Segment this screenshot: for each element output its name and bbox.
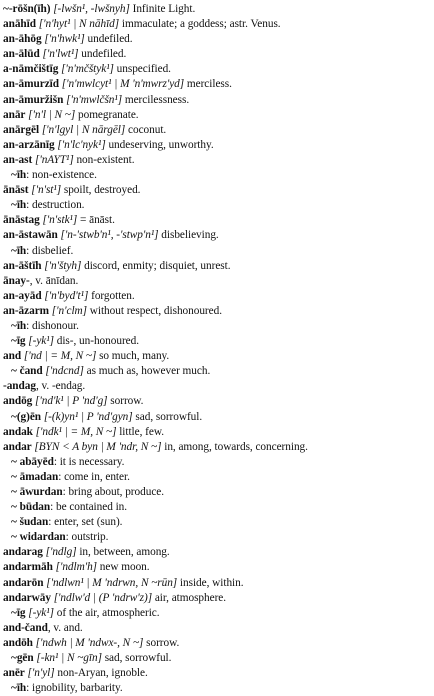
entry-definition: undefiled. — [78, 48, 127, 61]
dictionary-entry — [3, 576, 432, 591]
entry-headword: an-ayād — [3, 289, 42, 302]
subentry — [3, 606, 432, 621]
entry-headword: an-āštīh — [3, 259, 42, 272]
dictionary-entry — [3, 32, 432, 47]
entry-headword: anār — [3, 108, 26, 121]
subentry — [3, 334, 432, 349]
entry-headword: anēr — [3, 667, 25, 680]
entry-headword: andōg — [3, 395, 33, 408]
entry-definition: : it is necessary. — [53, 455, 125, 468]
dictionary-entry — [3, 289, 432, 304]
entry-transcription: ['ndlm'h] — [52, 561, 98, 574]
dictionary-entry — [3, 621, 432, 636]
entry-definition: sorrow. — [143, 636, 180, 649]
entry-transcription: ['ndlw'd | (P 'ndrw'z)] — [50, 591, 153, 604]
entry-definition: sad, sorrowful. — [101, 652, 172, 665]
entry-headword: an-āmuržišn — [3, 93, 64, 106]
entry-headword: andak — [3, 425, 33, 438]
entry-headword: ~īh — [11, 682, 27, 695]
dictionary-entry — [3, 17, 432, 32]
entry-definition: undeserving, unworthy. — [105, 138, 214, 151]
subentry — [3, 168, 432, 183]
entry-transcription: ['n'hwk¹] — [41, 33, 85, 46]
subentry — [3, 364, 432, 379]
entry-transcription: [-yk¹] — [25, 335, 54, 348]
entry-definition: non-Aryan, ignoble. — [54, 667, 148, 680]
entry-definition: little, few. — [116, 425, 164, 438]
entry-transcription: ['n'mwlcyt¹ | M 'n'mwrz'yd] — [59, 78, 185, 91]
entry-transcription: ['n'hyt¹ | N nāhīd] — [35, 18, 120, 31]
subentry — [3, 485, 432, 500]
dictionary-entry — [3, 47, 432, 62]
dictionary-entry — [3, 666, 432, 681]
dictionary-entry — [3, 274, 432, 289]
dictionary-entry — [3, 349, 432, 364]
entry-headword: ~ būdan — [11, 501, 51, 514]
entry-definition: disbelieving. — [158, 229, 219, 242]
dictionary-entry — [3, 2, 432, 17]
entry-definition: without respect, dishonoured. — [87, 304, 222, 317]
dictionary-entry — [3, 183, 432, 198]
entry-headword: ~ čand — [11, 365, 43, 378]
subentry — [3, 515, 432, 530]
entry-headword: ~īh — [11, 244, 27, 257]
entry-headword: anārgēl — [3, 123, 40, 136]
entry-transcription: ['ndlwn¹ | M 'ndrwn, N ~rūn] — [43, 576, 178, 589]
entry-headword: ~ abāyēd — [11, 455, 54, 468]
entry-headword: andarōn — [3, 576, 44, 589]
entry-headword: ānay- — [3, 274, 30, 287]
entry-transcription: ['n'lgyl | N nārgēl] — [39, 123, 126, 136]
entry-headword: ~ āmadan — [11, 470, 59, 483]
entry-transcription: ['n'l | N ~] — [25, 108, 76, 121]
dictionary-entry — [3, 93, 432, 108]
entry-transcription: [-kn¹ | N ~gīn] — [33, 652, 102, 665]
entry-headword: a-nāmčištīg — [3, 63, 59, 76]
dictionary-entry — [3, 77, 432, 92]
entry-definition: : ignobility, barbarity. — [26, 682, 123, 695]
entry-definition: merciless. — [184, 78, 232, 91]
entry-headword: andarwāy — [3, 591, 51, 604]
entry-transcription: [-yk¹] — [25, 606, 54, 619]
entry-definition: : non-existence. — [26, 169, 97, 182]
dictionary-entry — [3, 379, 432, 394]
entry-definition: : enter, set (sun). — [48, 516, 123, 529]
entry-headword: ~-rōšn(īh) — [3, 3, 51, 15]
subentry — [3, 500, 432, 515]
entry-transcription: ['n'štyh] — [41, 259, 82, 272]
subentry — [3, 244, 432, 259]
entry-transcription: ['nd'k¹ | P 'nd'g] — [32, 395, 108, 408]
entry-headword: an-arzānīg — [3, 138, 55, 151]
entry-definition: new moon. — [97, 561, 150, 574]
entry-headword: ānāstag — [3, 214, 40, 227]
entry-headword: an-āzarm — [3, 304, 50, 317]
entry-headword: ~ āwurdan — [11, 486, 63, 498]
entry-definition: Infinite Light. — [129, 3, 196, 15]
entry-headword: ~īh — [11, 199, 27, 212]
entry-headword: and — [3, 350, 22, 363]
entry-definition: inside, within. — [177, 576, 244, 589]
dictionary-entry — [3, 138, 432, 153]
entry-headword: -andag — [3, 380, 36, 393]
dictionary-entry — [3, 440, 432, 455]
subentry — [3, 198, 432, 213]
entry-transcription: ['ndlg] — [42, 546, 77, 559]
entry-headword: andōh — [3, 636, 33, 649]
entry-headword: andar — [3, 440, 32, 453]
entry-headword: ~īg — [11, 606, 26, 619]
entry-definition: : be contained in. — [50, 501, 128, 514]
entry-headword: an-ālūd — [3, 48, 40, 61]
entry-transcription: ['n'lwt¹] — [39, 48, 79, 61]
entry-definition: immaculate; a goddess; astr. Venus. — [119, 18, 281, 31]
entry-transcription: ['n'byd't¹] — [41, 289, 89, 302]
entry-transcription: ['nAYT¹] — [32, 153, 74, 166]
entry-transcription: ['ndcnd] — [42, 365, 84, 378]
entry-headword: ~ widardan — [11, 531, 66, 544]
entry-definition: , v. and. — [47, 621, 83, 634]
entry-definition: mercilessness. — [122, 93, 190, 106]
entry-headword: ~gēn — [11, 652, 34, 665]
entry-transcription: [-(k)yn¹ | P 'nd'gyn] — [41, 410, 133, 423]
entry-headword: ~īh — [11, 169, 27, 182]
dictionary-entry — [3, 394, 432, 409]
entry-transcription: ['n'st¹] — [28, 184, 62, 197]
entry-transcription: [-lwšn¹, -lwšnyh] — [50, 3, 130, 15]
entry-headword: ~īh — [11, 319, 27, 332]
dictionary-entry — [3, 153, 432, 168]
entry-transcription: ['n'mčštyk¹] — [58, 63, 114, 76]
entry-definition: as much as, however much. — [83, 365, 211, 378]
entry-transcription: ['n-'stwb'n¹, -'stwp'n¹] — [57, 229, 159, 242]
dictionary-entry — [3, 636, 432, 651]
entry-definition: in, between, among. — [76, 546, 170, 559]
dictionary-entry — [3, 62, 432, 77]
entry-transcription: ['n'yl] — [24, 667, 55, 680]
entry-definition: forgotten. — [88, 289, 135, 302]
dictionary-entry — [3, 228, 432, 243]
dictionary-entry — [3, 545, 432, 560]
entry-definition: non-existent. — [73, 153, 135, 166]
entry-headword: andarmāh — [3, 561, 53, 574]
entry-headword: ~ šudan — [11, 516, 49, 529]
dictionary-entry — [3, 259, 432, 274]
dictionary-entry — [3, 123, 432, 138]
subentry — [3, 319, 432, 334]
entry-definition: of the air, atmospheric. — [53, 606, 160, 619]
entry-transcription: ['nd | = M, N ~] — [21, 350, 97, 363]
entry-definition: in, among, towards, concerning. — [161, 440, 308, 453]
dictionary-entry — [3, 591, 432, 606]
entry-definition: : destruction. — [26, 199, 85, 212]
entry-definition: dis-, un-honoured. — [53, 335, 139, 348]
entry-headword: and-čand — [3, 621, 48, 634]
entry-transcription: ['n'lc'nyk¹] — [54, 138, 106, 151]
entry-transcription: ['n'stk¹] — [39, 214, 78, 227]
dictionary-entry — [3, 304, 432, 319]
entry-headword: ~(g)ēn — [11, 410, 42, 423]
entry-definition: : bring about, produce. — [62, 486, 165, 498]
entry-definition: , v. -endag. — [35, 380, 86, 393]
subentry — [3, 530, 432, 545]
entry-definition: sad, sorrowful. — [132, 410, 203, 423]
subentry — [3, 410, 432, 425]
entry-headword: ānāst — [3, 184, 29, 197]
entry-definition: coconut. — [125, 123, 167, 136]
dictionary-entry — [3, 425, 432, 440]
entry-definition: unspecified. — [113, 63, 171, 76]
entry-definition: air, atmosphere. — [152, 591, 227, 604]
entry-headword: an-āstawān — [3, 229, 58, 242]
entry-transcription: ['ndwh | M 'ndwx-, N ~] — [32, 636, 144, 649]
entry-transcription: ['ndk¹ | = M, N ~] — [32, 425, 117, 438]
entry-headword: ~īg — [11, 335, 26, 348]
entry-transcription: [BYN < A byn | M 'ndr, N ~] — [31, 440, 162, 453]
dictionary-entry — [3, 213, 432, 228]
entry-headword: anāhīd — [3, 18, 36, 31]
dictionary-entry — [3, 560, 432, 575]
entry-definition: spoilt, destroyed. — [61, 184, 141, 197]
entry-definition: undefiled. — [84, 33, 133, 46]
entry-definition: so much, many. — [96, 350, 170, 363]
entry-definition: discord, enmity; disquiet, unrest. — [81, 259, 231, 272]
subentry — [3, 470, 432, 485]
subentry — [3, 651, 432, 666]
entry-definition: : dishonour. — [26, 319, 79, 332]
entry-definition: : disbelief. — [26, 244, 74, 257]
entry-definition: pomegranate. — [75, 108, 139, 121]
entry-definition: sorrow. — [107, 395, 144, 408]
dictionary-entry — [3, 108, 432, 123]
entry-headword: an-āhōg — [3, 33, 42, 46]
entry-transcription: ['n'clm] — [49, 304, 87, 317]
entry-headword: andarag — [3, 546, 43, 559]
subentry — [3, 455, 432, 470]
entry-transcription: ['n'mwlčšn¹] — [63, 93, 123, 106]
entry-definition: : outstrip. — [65, 531, 109, 544]
entry-definition: : come in, enter. — [58, 470, 130, 483]
entry-definition: = ānāst. — [77, 214, 115, 227]
entry-headword: an-ast — [3, 153, 33, 166]
entry-headword: an-āmurzīd — [3, 78, 59, 91]
entry-definition: , v. ānīdan. — [29, 274, 79, 287]
